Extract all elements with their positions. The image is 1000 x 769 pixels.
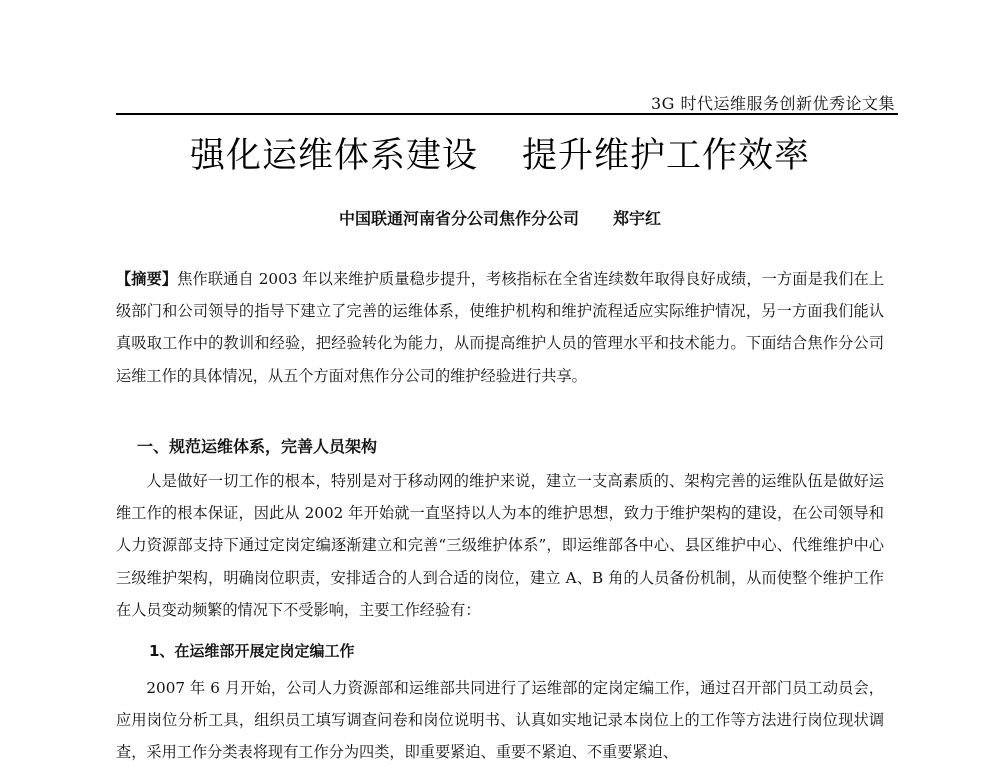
series-title: 3G 时代运维服务创新优秀论文集 [650, 94, 895, 113]
article-title [0, 128, 1000, 178]
abstract-paragraph [116, 263, 884, 392]
article-title-part1: 强化运维体系建设 [189, 136, 478, 176]
author-name: 郑宇红 [613, 209, 662, 228]
body-paragraph-2: 2007 年 6 月开始，公司人力资源部和运维部共同进行了运维部的定岗定编工作，通过召开部门员工动员会，应用岗位分析工具，组织员工填写调查问卷和岗位说明书、认真如实地记录本岗位上的工作等方法进行岗位现状调查，采用工作分类表将现有工作分为四类，即重要紧迫、重要不紧迫、不重要紧迫、 [116, 679, 884, 762]
author-line [0, 206, 1000, 229]
article-title-part2: 提升维护工作效率 [522, 136, 811, 176]
subsection-heading: 1、在运维部开展定岗定编工作 [149, 642, 355, 660]
abstract-label: 【摘要】 [116, 270, 178, 288]
section-heading: 一、规范运维体系，完善人员架构 [137, 437, 378, 456]
abstract-text: 焦作联通自 2003 年以来维护质量稳步提升，考核指标在全省连续数年取得良好成绩，一方面是我们在上级部门和公司领导的指导下建立了完善的运维体系，使维护机构和维护流程适应实际维护情况，另一方面我们能认真吸取工作中的教训和经验，把经验转化为能力，从而提高维护人员的管理水平和技术能力。下面结合焦作分公司运维工作的具体情况，从五个方面对焦作分公司的维护经验进行共享。 [116, 270, 885, 385]
header-rule [116, 113, 898, 115]
author-organization: 中国联通河南省分公司焦作分公司 [338, 209, 579, 228]
body-paragraph: 人是做好一切工作的根本，特别是对于移动网的维护来说，建立一支高素质的、架构完善的运维队伍是做好运维工作的根本保证，因此从 2002 年开始就一直坚持以人为本的维护思想，致力于维护架构的建设，在公司领导和人力资源部支持下通过定岗定编逐渐建立和完善“三级维护体系”，即运维部各中心、县区维护中心、代维维护中心三级维护架构，明确岗位职责，安排适合的人到合适的岗位，建立 A、B 角的人员备份机制，从而使整个维护工作在人员变动频繁的情况下不受影响，主要工作经验有： [116, 472, 884, 619]
